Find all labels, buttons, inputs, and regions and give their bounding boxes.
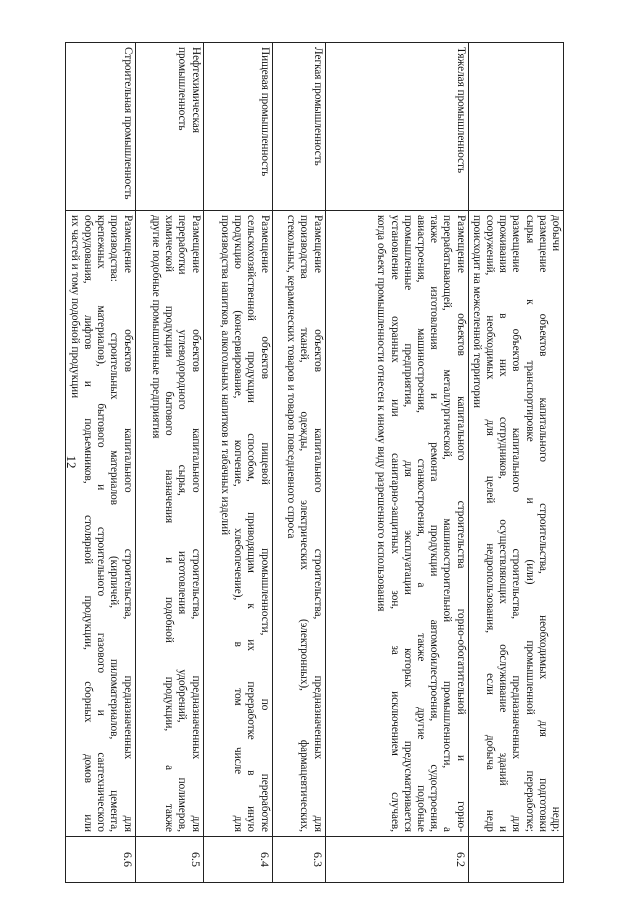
description-line: другие подобные промышленные предприятия	[149, 215, 162, 439]
description-line: производства напитков, алкогольных напитков и табачных изделий	[218, 215, 231, 536]
description-line: переработки углеводородного сырья, изготовления удобрений, полимеров,	[176, 215, 189, 832]
description-line: авиастроения, машиностроения, станкостроения, а также другие подобные	[414, 215, 427, 832]
use-type-description	[325, 211, 468, 837]
use-type-description	[272, 211, 325, 837]
use-type-name	[468, 43, 563, 211]
table-row	[135, 43, 203, 883]
table-row	[203, 43, 272, 883]
description-line: также изготовления и ремонта продукции автомобилестроения, судостроения,	[428, 215, 441, 832]
use-type-code: 6.3	[272, 837, 325, 883]
description-line: Размещение объектов капитального строительства, предназначенных для	[311, 215, 324, 832]
description-line: сырья к транспортировке и (или) промышленной переработке;	[523, 215, 536, 832]
table-row	[325, 43, 468, 883]
use-type-name: Нефтехимическая промышленность	[135, 43, 203, 211]
description-line: добычи недр;	[550, 215, 562, 832]
use-type-name: Тяжелая промышленность	[325, 43, 468, 211]
table-row	[272, 43, 325, 883]
description-line: их частей и тому подобной продукции	[68, 215, 81, 399]
use-type-code: 6.4	[203, 837, 272, 883]
table-row	[65, 43, 135, 883]
description-line: когда объект промышленности отнесен к иному виду разрешенного использования	[375, 215, 388, 612]
description-line: промышленные предприятия, для эксплуатации которых предусматривается	[401, 215, 414, 832]
description-line: продукцию (консервирование, копчение, хлебопечение), в том числе для	[232, 215, 245, 832]
description-line: сельскохозяйственной продукции способом, приводящим к их переработке в иную	[245, 215, 258, 832]
description-line: размещение объектов капитального строительства, предназначенных для	[510, 215, 523, 832]
description-line: перерабатывающей, металлургической, машиностроительной промышленности, а	[441, 215, 454, 832]
description-line: производства: строительных материалов (кирпичей, пиломатериалов, цемента,	[108, 215, 121, 832]
land-use-table	[65, 42, 564, 883]
use-type-code: 6.5	[135, 837, 203, 883]
description-line: установление охранных или санитарно-защитных зон, за исключением случаев,	[388, 215, 401, 832]
use-type-description	[203, 211, 272, 837]
description-line: Размещение объектов капитального строительства, предназначенных для	[189, 215, 202, 832]
description-line: размещение объектов капитального строительства, необходимых для подготовки	[536, 215, 549, 832]
description-line: Размещение объектов капитального строительства, предназначенных для	[121, 215, 134, 832]
use-type-name: Пищевая промышленность	[203, 43, 272, 211]
use-type-name: Легкая промышленность	[272, 43, 325, 211]
description-line: крепежных материалов), бытового и строительного газового и сантехнического	[95, 215, 108, 832]
description-line: проживания в них сотрудников, осуществляющих обслуживание зданий и	[497, 215, 510, 832]
use-type-code	[468, 837, 563, 883]
description-line: стекольных, керамических товаров и товаров повседневного спроса	[285, 215, 298, 539]
description-line: происходит на межселенной территории	[470, 215, 483, 409]
use-type-description	[65, 211, 135, 837]
page-number: 12	[64, 455, 79, 469]
use-type-code: 6.2	[325, 837, 468, 883]
table-row	[468, 43, 563, 883]
description-line: производства тканей, одежды, электрических (электронных), фармацевтических,	[298, 215, 311, 832]
description-line: сооружений, необходимых для целей недропользования, если добыча недр	[483, 215, 496, 832]
description-line: Размещение объектов капитального строительства горно-обогатительной и горно-	[454, 215, 467, 832]
use-type-description	[468, 211, 563, 837]
use-type-name: Строительная промышленность	[65, 43, 135, 211]
use-type-code: 6.6	[65, 837, 135, 883]
description-line: химической продукции бытового назначения и подобной продукции, а также	[163, 215, 176, 832]
description-line: Размещение объектов пищевой промышленности, по переработке	[258, 215, 271, 832]
description-line: оборудования, лифтов и подъемников, столярной продукции, сборных домов или	[81, 215, 94, 832]
use-type-description	[135, 211, 203, 837]
